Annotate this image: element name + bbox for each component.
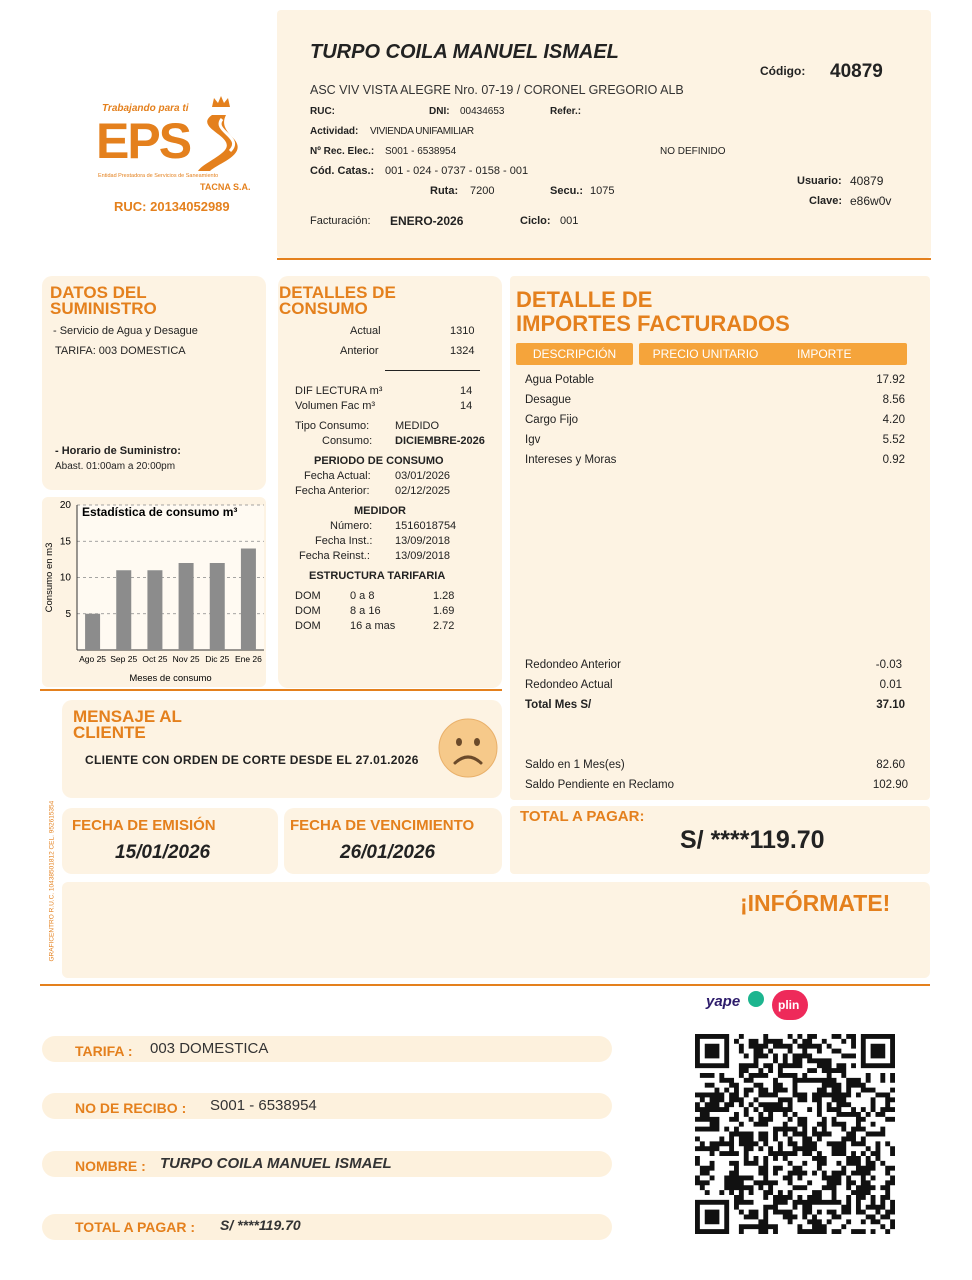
suministro-servicio: - Servicio de Agua y Desague: [53, 325, 198, 337]
chart-x-tick-label: Oct 25: [142, 654, 168, 664]
actividad-value: VIVIENDA UNIFAMILIAR: [370, 126, 474, 137]
footer-divider: [40, 984, 930, 986]
col-importe: IMPORTE: [769, 343, 907, 365]
tarifa-cat: DOM: [295, 590, 321, 602]
fecha-inst-value: 13/09/2018: [395, 535, 451, 547]
logo-crown-icon: [210, 95, 232, 109]
vencimiento-label: FECHA DE VENCIMIENTO: [290, 817, 475, 834]
sad-face-icon: [437, 717, 499, 779]
logo-letters: EPS: [96, 113, 191, 169]
ciclo-label: Ciclo:: [520, 215, 551, 227]
reclamo-label: Saldo Pendiente en Reclamo: [525, 779, 674, 791]
anterior-label: Anterior: [340, 345, 379, 357]
redondeo-actual-label: Redondeo Actual: [525, 679, 613, 691]
tarifa-cat: DOM: [295, 620, 321, 632]
tarifa-row: [295, 590, 475, 604]
yape-logo: [706, 993, 766, 1017]
refer-label: Refer.:: [550, 106, 582, 117]
ruta-label: Ruta:: [430, 185, 459, 197]
customer-name: TURPO COILA MANUEL ISMAEL: [310, 41, 619, 63]
numero-value: 1516018754: [395, 520, 457, 532]
importe-item-desc: Intereses y Moras: [525, 454, 617, 466]
consumo-title-2: CONSUMO: [279, 299, 368, 318]
chart-bar: [179, 563, 194, 650]
chart-bar: [116, 570, 131, 650]
chart-x-tick-label: Sep 25: [110, 654, 138, 664]
reclamo-value: 102.90: [872, 779, 908, 791]
fecha-actual-value: 03/01/2026: [395, 470, 451, 482]
qr-finder-pattern: [697, 1036, 726, 1065]
periodo-title: PERIODO DE CONSUMO: [314, 455, 444, 467]
medidor-title: MEDIDOR: [354, 505, 406, 517]
tipo-label: Tipo Consumo:: [295, 420, 370, 432]
chart-x-label: Meses de consumo: [129, 673, 212, 684]
logo-city: TACNA S.A.: [200, 182, 251, 192]
fecha-anterior-label: Fecha Anterior:: [295, 485, 370, 497]
chart-y-tick-label: 20: [59, 500, 71, 511]
footer-nombre-value: TURPO COILA MANUEL ISMAEL: [160, 1155, 392, 1172]
suministro-title-2: SUMINISTRO: [50, 299, 157, 318]
informate-title: ¡INFÓRMATE!: [740, 890, 891, 916]
importe-item-desc: Agua Potable: [525, 374, 595, 386]
suministro-title-1: DATOS DEL: [50, 283, 147, 302]
fecha-inst-label: Fecha Inst.:: [315, 535, 373, 547]
company-logo: [92, 95, 262, 220]
chart-y-label: Consumo en m3: [44, 542, 55, 613]
chart-bar: [210, 563, 225, 650]
redondeo-anterior-label: Redondeo Anterior: [525, 659, 621, 671]
mensaje-title-2: CLIENTE: [73, 723, 146, 742]
header-underline: [277, 258, 931, 260]
footer-total: [42, 1214, 612, 1240]
consumo-title-1: DETALLES DE: [279, 283, 396, 302]
tarifa-range: 16 a mas: [350, 620, 396, 632]
total-value: S/ ****119.70: [680, 826, 825, 854]
chart-bar: [85, 614, 100, 650]
importe-item-desc: Igv: [525, 434, 541, 446]
col-precio-unitario: PRECIO UNITARIO: [639, 343, 772, 365]
consumption-chart: [42, 497, 266, 687]
chart-x-tick-label: Ene 26: [234, 654, 262, 664]
tarifa-range: 8 a 16: [350, 605, 381, 617]
clave-label: Clave:: [809, 195, 843, 207]
consumo-label: Consumo:: [322, 435, 373, 447]
codigo-value: 40879: [830, 61, 883, 82]
secu-value: 1075: [590, 185, 615, 197]
tarifa-row: [295, 620, 475, 634]
rec-elec-label: Nº Rec. Elec.:: [310, 146, 375, 157]
footer-nombre: [42, 1151, 612, 1177]
chart-x-tick-label: Nov 25: [172, 654, 200, 664]
facturacion-value: ENERO-2026: [390, 214, 464, 228]
plin-text: plin: [778, 998, 800, 1012]
dif-label: DIF LECTURA m³: [295, 385, 383, 397]
vol-label: Volumen Fac m³: [295, 400, 376, 412]
anterior-value: 1324: [450, 345, 475, 357]
horario-label: - Horario de Suministro:: [55, 445, 181, 457]
saldo-value: 82.60: [876, 759, 905, 771]
logo-swoosh-icon: [192, 111, 254, 173]
mensaje-title-1: MENSAJE AL: [73, 707, 182, 726]
fecha-actual-label: Fecha Actual:: [304, 470, 371, 482]
yape-text: yape: [706, 993, 741, 1010]
tarifa-price: 1.69: [433, 605, 455, 617]
tarifa-range: 0 a 8: [350, 590, 375, 602]
fecha-reinst-value: 13/09/2018: [395, 550, 451, 562]
catas-value: 001 - 024 - 0737 - 0158 - 001: [385, 165, 529, 177]
catas-label: Cód. Catas.:: [310, 165, 375, 177]
importe-item-desc: Desague: [525, 394, 572, 406]
actividad-label: Actividad:: [310, 126, 359, 137]
emision-label: FECHA DE EMISIÓN: [72, 817, 216, 834]
dni-label: DNI:: [429, 106, 450, 117]
secu-label: Secu.:: [550, 185, 584, 197]
fecha-anterior-value: 02/12/2025: [395, 485, 451, 497]
mensaje-text: CLIENTE CON ORDEN DE CORTE DESDE EL 27.01.2026: [85, 753, 419, 767]
importe-item-amount: 5.52: [882, 434, 905, 446]
total-mes-value: 37.10: [876, 699, 905, 711]
consumo-value: DICIEMBRE-2026: [395, 435, 485, 447]
dif-value: 14: [460, 385, 473, 397]
tipo-value: MEDIDO: [395, 420, 439, 432]
chart-y-tick-label: 15: [59, 536, 71, 548]
vencimiento-value: 26/01/2026: [340, 842, 436, 863]
importe-item-amount: 8.56: [882, 394, 905, 406]
no-definido: NO DEFINIDO: [660, 146, 726, 157]
qr-finder-pattern: [863, 1036, 892, 1065]
clave-value: e86w0v: [850, 194, 892, 208]
estructura-title: ESTRUCTURA TARIFARIA: [309, 570, 446, 582]
chart-y-tick-label: 5: [65, 608, 71, 620]
chart-x-tick-label: Ago 25: [79, 654, 107, 664]
ruta-value: 7200: [470, 185, 495, 197]
footer-total-label: TOTAL A PAGAR :: [75, 1219, 196, 1235]
importe-item-amount: 0.92: [882, 454, 905, 466]
rec-elec-value: S001 - 6538954: [385, 146, 457, 157]
fecha-reinst-label: Fecha Reinst.:: [299, 550, 370, 562]
footer-tarifa-value: 003 DOMESTICA: [150, 1040, 269, 1057]
total-mes-label: Total Mes S/: [525, 699, 592, 711]
chart-y-tick-label: 10: [59, 572, 71, 584]
footer-tarifa: [42, 1036, 612, 1062]
horario-value: Abast. 01:00am a 20:00pm: [55, 461, 176, 472]
printer-side-text: GRAFICENTRO R.U.C. 10438501812 CEL. 952615354: [48, 800, 56, 962]
vol-value: 14: [460, 400, 473, 412]
importe-item-amount: 17.92: [876, 374, 905, 386]
footer-recibo: [42, 1093, 612, 1119]
tarifa-price: 2.72: [433, 620, 455, 632]
tarifa-cat: DOM: [295, 605, 321, 617]
importe-item-desc: Cargo Fijo: [525, 414, 579, 426]
footer-nombre-label: NOMBRE :: [75, 1158, 146, 1174]
suministro-tarifa: TARIFA: 003 DOMESTICA: [55, 345, 186, 357]
redondeo-anterior-value: -0.03: [875, 659, 902, 671]
numero-label: Número:: [330, 520, 373, 532]
chart-x-tick-label: Dic 25: [205, 654, 230, 664]
ciclo-value: 001: [560, 215, 579, 227]
total-label: TOTAL A PAGAR:: [520, 808, 645, 825]
redondeo-actual-value: 0.01: [879, 679, 902, 691]
footer-total-value: S/ ****119.70: [220, 1217, 301, 1233]
importe-item-amount: 4.20: [882, 414, 905, 426]
ruc-label: RUC:: [310, 106, 335, 117]
logo-entity: Entidad Prestadora de Servicios de Saneamiento: [98, 173, 219, 179]
actual-label: Actual: [350, 325, 381, 337]
logo-ruc: RUC: 20134052989: [114, 199, 230, 214]
yape-badge-icon: [748, 991, 764, 1007]
logo-tagline: Trabajando para ti: [102, 103, 189, 114]
chart-title: Estadística de consumo m³: [82, 505, 238, 519]
qr-finder-pattern: [697, 1202, 726, 1231]
importes-title-1: DETALLE DE: [516, 287, 653, 312]
usuario-value: 40879: [850, 174, 884, 188]
usuario-label: Usuario:: [797, 175, 842, 187]
emision-value: 15/01/2026: [115, 842, 211, 863]
customer-address: ASC VIV VISTA ALEGRE Nro. 07-19 / CORONEL GREGORIO ALB: [310, 83, 684, 97]
codigo-label: Código:: [760, 64, 806, 78]
footer-recibo-value: S001 - 6538954: [210, 1097, 317, 1114]
col-descripcion: DESCRIPCIÓN: [516, 343, 633, 365]
footer-recibo-label: NO DE RECIBO :: [75, 1100, 187, 1116]
importes-title-2: IMPORTES FACTURADOS: [516, 311, 790, 336]
saldo-label: Saldo en 1 Mes(es): [525, 759, 625, 771]
dni-value: 00434653: [460, 106, 505, 117]
footer-tarifa-label: TARIFA :: [75, 1043, 133, 1059]
consumo-divider: [385, 370, 480, 371]
chart-bar: [241, 549, 256, 651]
section-divider: [40, 689, 502, 691]
actual-value: 1310: [450, 325, 475, 337]
tarifa-row: [295, 605, 475, 619]
facturacion-label: Facturación:: [310, 215, 371, 227]
tarifa-price: 1.28: [433, 590, 455, 602]
chart-bar: [147, 570, 162, 650]
qr-code[interactable]: [695, 1034, 895, 1234]
plin-logo: [772, 990, 808, 1020]
